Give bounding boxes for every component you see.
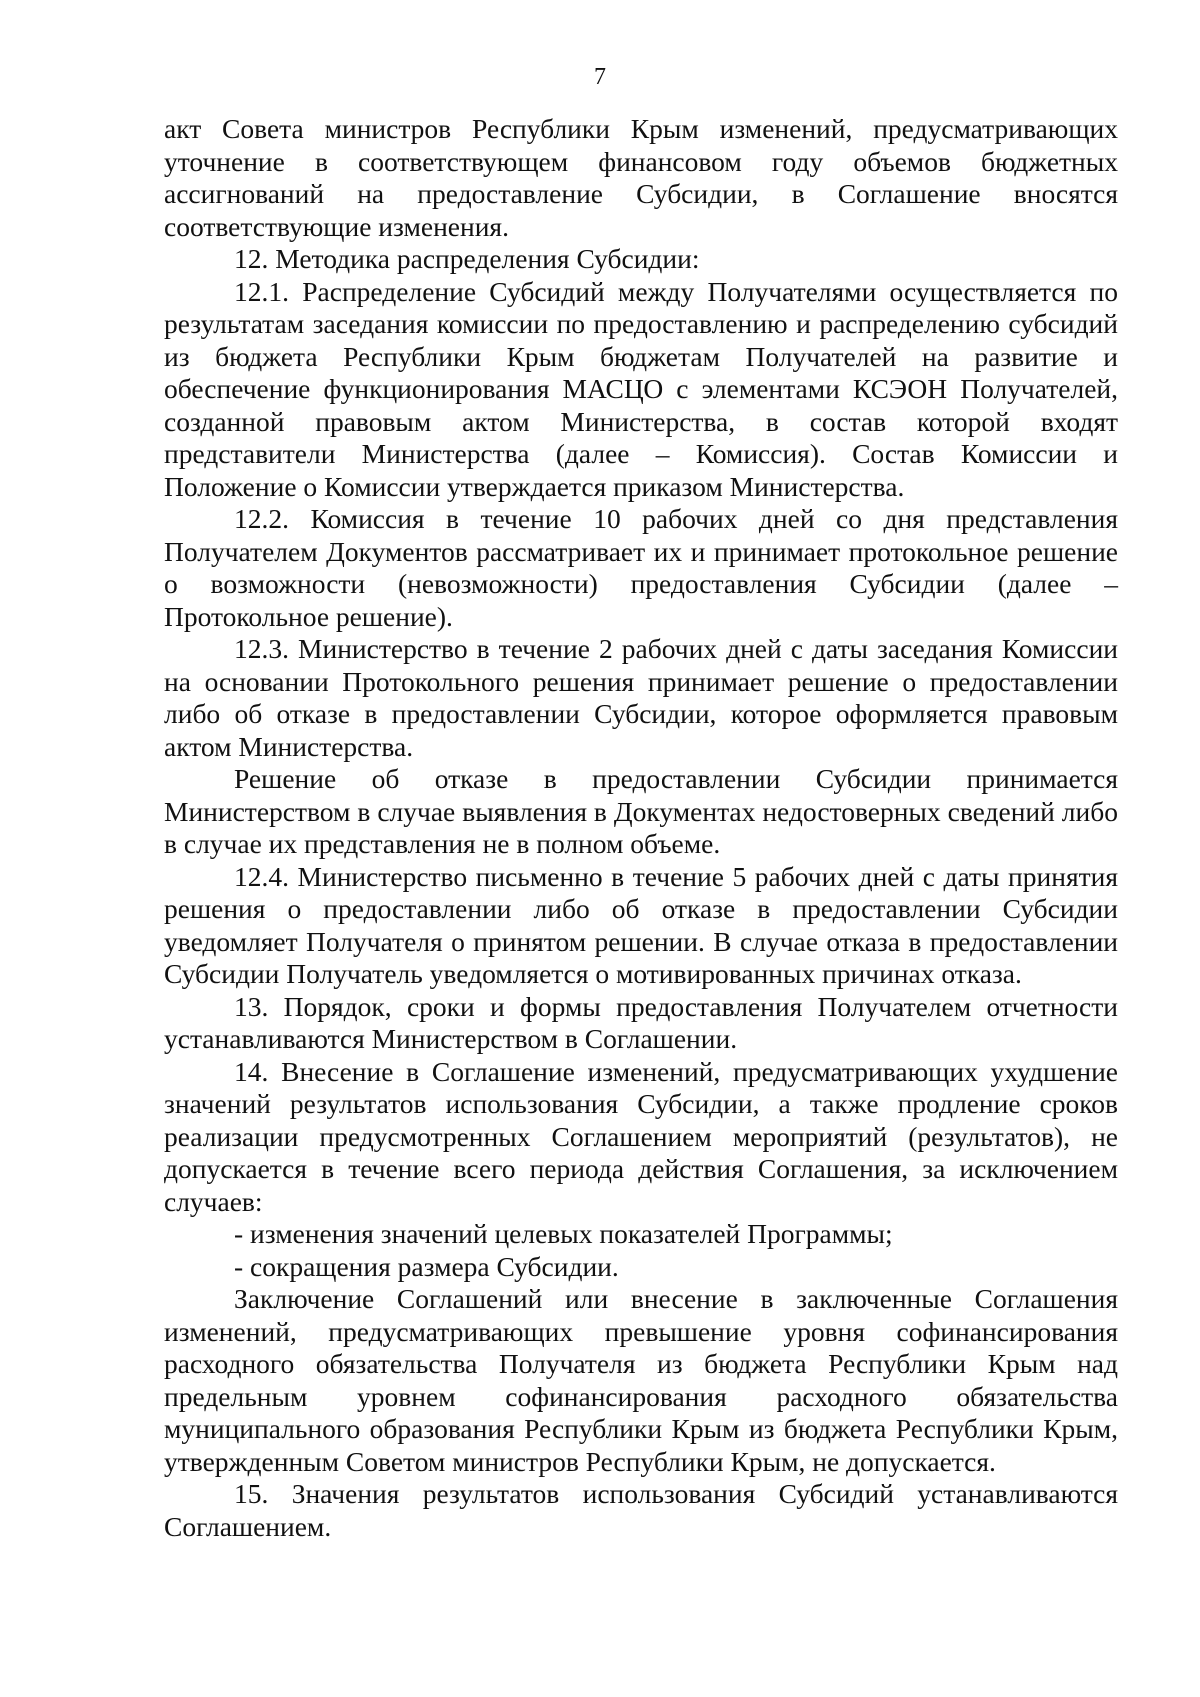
- paragraph-continuation: акт Совета министров Республики Крым изменений, предусматривающих уточнение в соответствующем финансовом году объемов бюджетных ассигнований на предоставление Субсидии, в Соглашение вносятся соответствующие изменения.: [164, 113, 1118, 242]
- paragraph-13: 13. Порядок, сроки и формы предоставления Получателем отчетности устанавливаются Министерством в Соглашении.: [164, 990, 1118, 1054]
- paragraph-15: 15. Значения результатов использования Субсидий устанавливаются Соглашением.: [164, 1478, 1118, 1542]
- paragraph-refusal-decision: Решение об отказе в предоставлении Субсидии принимается Министерством в случае выявления в Документах недостоверных сведений либо в случае их представления не в полном объеме.: [164, 763, 1118, 859]
- paragraph-12-1: 12.1. Распределение Субсидий между Получателями осуществляется по результатам заседания комиссии по предоставлению и распределению субсидий из бюджета Республики Крым бюджетам Получателей на развитие и обеспечение функционирования МАСЦО с элементами КСЭОН Получателей, созданной правовым актом Министерства, в состав которой входят представители Министерства (далее – Комиссия). Состав Комиссии и Положение о Комиссии утверждается приказом Министерства.: [164, 275, 1118, 502]
- paragraph-14: 14. Внесение в Соглашение изменений, предусматривающих ухудшение значений результатов использования Субсидии, а также продление сроков реализации предусмотренных Соглашением мероприятий (результатов), не допускается в течение всего периода действия Соглашения, за исключением случаев:: [164, 1055, 1118, 1217]
- paragraph-cofinancing: Заключение Соглашений или внесение в заключенные Соглашения изменений, предусматривающих превышение уровня софинансирования расходного обязательства Получателя из бюджета Республики Крым над предельным уровнем софинансирования расходного обязательства муниципального образования Республики Крым из бюджета Республики Крым, утвержденным Советом министров Республики Крым, не допускается.: [164, 1283, 1118, 1477]
- document-body: [164, 113, 1118, 1543]
- list-item-subsidy-reduction: - сокращения размера Субсидии.: [234, 1250, 619, 1282]
- paragraph-12-4: 12.4. Министерство письменно в течение 5 рабочих дней с даты принятия решения о предоставлении либо об отказе в предоставлении Субсидии уведомляет Получателя о принятом решении. В случае отказа в предоставлении Субсидии Получатель уведомляется о мотивированных причинах отказа.: [164, 860, 1118, 989]
- paragraph-12-2: 12.2. Комиссия в течение 10 рабочих дней со дня представления Получателем Документов рассматривает их и принимает протокольное решение о возможности (невозможности) предоставления Субсидии (далее – Протокольное решение).: [164, 503, 1118, 632]
- page-number: 7: [594, 64, 606, 90]
- list-item-target-indicators: - изменения значений целевых показателей Программы;: [234, 1218, 893, 1249]
- paragraph-12-heading: 12. Методика распределения Субсидии:: [234, 243, 700, 274]
- paragraph-12-3: 12.3. Министерство в течение 2 рабочих дней с даты заседания Комиссии на основании Протокольного решения принимает решение о предоставлении либо об отказе в предоставлении Субсидии, которое оформляется правовым актом Министерства.: [164, 633, 1118, 762]
